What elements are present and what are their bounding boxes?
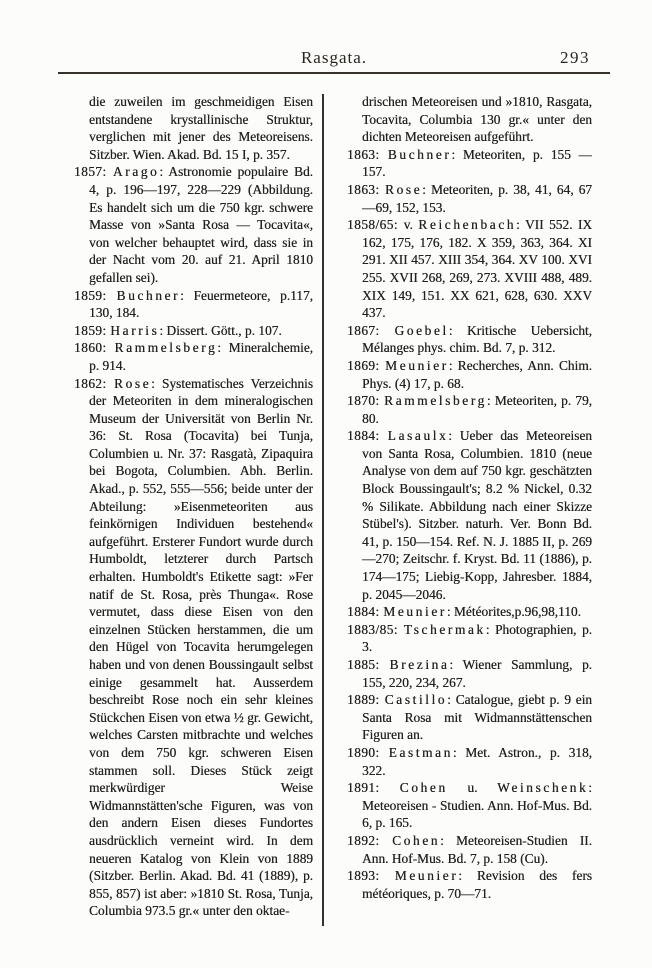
- bib-entry-continuation: [74, 93, 313, 163]
- entry-author: Reichenbach: [418, 217, 517, 233]
- entry-author: Rose: [384, 181, 423, 197]
- entry-text: : Revision des fers météoriques, p. 70—71.: [362, 868, 592, 901]
- entry-year: 1857:: [74, 164, 113, 180]
- entry-year: 1889:: [347, 692, 385, 708]
- entry-year: 1885:: [347, 657, 390, 672]
- entry-text: : Meteoriten, p. 155 —157.: [362, 146, 592, 180]
- entry-text: : Meteoriten, p. 79, 80.: [362, 393, 592, 426]
- entry-author: Rammelsberg: [114, 340, 218, 356]
- entry-author: Harris: [110, 322, 160, 338]
- entry-author: Cohen: [399, 780, 448, 796]
- bib-entry: [347, 603, 592, 621]
- entry-author: Goebel: [394, 322, 449, 338]
- entry-year: 1858/65:: [347, 217, 404, 233]
- left-text-column: [74, 93, 313, 938]
- entry-author: Tschermak: [403, 621, 486, 637]
- entry-year: 1863:: [347, 181, 385, 197]
- bib-entry: [347, 779, 592, 832]
- page-number: 293: [560, 48, 590, 67]
- entry-year: 1884:: [347, 428, 388, 444]
- entry-text: : Recherches, Ann. Chim. Phys. (4) 17, p. 68.: [362, 357, 592, 391]
- entry-year: 1860:: [74, 340, 115, 356]
- entry-author: Buchner: [116, 287, 181, 303]
- entry-text: v.: [403, 217, 419, 233]
- entry-year: 1883/85:: [347, 621, 404, 637]
- bib-entry: [347, 867, 592, 902]
- entry-text: : Mineralchemie, p. 914.: [89, 340, 313, 373]
- entry-year: 1893:: [347, 868, 395, 884]
- bib-entry: [347, 216, 592, 322]
- bib-entry: [347, 181, 592, 216]
- entry-text: drischen Meteoreisen und »1810, Rasgata, Tocavita, Columbia 130 gr.« unter den dichten Meteoreisen aufgeführt.: [362, 94, 592, 145]
- entry-year: 1892:: [347, 832, 393, 848]
- bib-entry: [347, 621, 592, 656]
- entry-author: Castillo: [384, 692, 448, 708]
- entry-year: 1869:: [347, 357, 386, 373]
- entry-author: Rammelsberg: [384, 393, 487, 409]
- bib-entry-continuation: [347, 93, 592, 146]
- running-head-title: Rasgata.: [300, 48, 368, 67]
- entry-text: : VII 552. IX 162, 175, 176, 182. X 359, 363, 364. XI 291. XII 457. XIII 354, 364. XV 100. XVI 255. XVII 268, 269, 273. XVIII 488, 489. XIX 149, 151. XX 621, 628, 630. XXV 437.: [362, 217, 592, 321]
- entry-text: : Systematisches Verzeichnis der Meteoriten in dem mineralogischen Museum der Universität von Berlin Nr. 36: St. Rosa (Tocavita) bei Tunja, Columbien u. Nr. 37: Rasgatà, Zipaquira bei Bogota, Columbien. Abh. Berlin. Akad., p. 552, 555—556; beide unter der Abteilung: »Eisenmeteoriten aus feinkörnigen Individuen bestehend« aufgeführt. Ersterer Fundort wurde durch Humboldt, letzterer durch Partsch erhalten. Humboldt's Etikette sagt: »Fer natif de St. Rosa, près Thunga«. Rose vermutet, dass diese Eisen von den einzelnen Stücken herstammen, die um den Hügel von Tocavita herumgelegen haben und von denen Boussingault selbst einige gesammelt hat. Ausserdem beschreibt Rose noch ein sehr kleines Stückchen Eisen von etwa ½ gr. Gewicht, welches Carsten mitbrachte und welches von dem 750 kgr. schweren Eisen stammen soll. Dieses Stück zeigt merkwürdiger Weise Widmannstätten'sche Figuren, was von den andern Eisen dieses Fundortes ausdrücklich verneint wird. In dem neueren Katalog von Klein von 1889 (Sitzber. Berlin. Akad. Bd. 41 (1889), p. 855, 857) ist aber: »1810 St. Rosa, Tunja, Columbia 973.5 gr.« unter den oktae-: [89, 375, 313, 919]
- entry-text: : Dissert. Gött., p. 107.: [159, 322, 282, 338]
- bib-entry: [347, 744, 592, 779]
- bib-entry: [347, 691, 592, 744]
- entry-text: : Meteoriten, p. 38, 41, 64, 67—69, 152, 153.: [362, 181, 592, 215]
- bib-entry: [347, 322, 592, 357]
- entry-year: 1862:: [74, 375, 114, 391]
- entry-text: : Wiener Sammlung, p. 155, 220, 234, 267.: [362, 657, 592, 690]
- entry-year: 1859:: [74, 287, 117, 303]
- bib-entry: [347, 656, 592, 691]
- entry-author: Lasaulx: [387, 428, 449, 444]
- bib-entry: [347, 427, 592, 603]
- entry-year: 1891:: [347, 780, 400, 796]
- entry-text: : Met. Astron., p. 318, 322.: [362, 744, 592, 778]
- entry-author: Buchner: [387, 146, 452, 162]
- entry-author: Meunier: [383, 604, 447, 620]
- entry-text: : Feuermeteore, p.117, 130, 184.: [89, 287, 313, 321]
- right-text-column: [347, 93, 592, 938]
- bib-entry: [74, 163, 313, 286]
- entry-author: Weinschenk: [497, 780, 589, 796]
- entry-text: : Meteoreisen-Studien II. Ann. Hof-Mus. Bd. 7, p. 158 (Cu).: [362, 832, 592, 866]
- bib-entry: [347, 392, 592, 427]
- entry-year: 1863:: [347, 146, 388, 162]
- entry-author: Brezina: [389, 657, 450, 672]
- entry-text: : Kritische Uebersicht, Mélanges phys. chim. Bd. 7, p. 312.: [362, 322, 592, 356]
- entry-author: Eastman: [388, 744, 453, 760]
- bib-entry: [347, 146, 592, 181]
- entry-year: 1890:: [347, 744, 389, 760]
- entry-text: : Meteoreisen - Studien. Ann. Hof-Mus. Bd. 6, p. 165.: [362, 780, 592, 831]
- entry-author: Meunier: [394, 868, 459, 884]
- entry-text: : Photographien, p. 3.: [362, 621, 592, 655]
- header-rule: [58, 72, 610, 74]
- entry-year: 1867:: [347, 322, 395, 338]
- bib-entry: [74, 375, 313, 920]
- bib-entry: [347, 832, 592, 867]
- entry-author: Rose: [113, 375, 152, 391]
- bib-entry: [74, 287, 313, 322]
- entry-author: Arago: [112, 164, 160, 180]
- bib-entry: [347, 357, 592, 392]
- entry-author: Cohen: [392, 832, 441, 848]
- bib-entry: [74, 322, 313, 340]
- entry-text: : Catalogue, giebt p. 9 ein Santa Rosa mit Widmannstättenschen Figuren an.: [362, 692, 592, 743]
- entry-text: u.: [447, 780, 498, 796]
- entry-text: : Ueber das Meteoreisen von Santa Rosa, Columbien. 1810 (neue Analyse von dem auf 750 kgr. geschätzten Block Boussingault's; 8.2 % Nickel, 0.32 % Silikate. Abbildung nach einer Skizze Stübel's). Sitzber. naturh. Ver. Bonn Bd. 41, p. 150—154. Ref. N. J. 1885 II, p. 269—270; Zeitschr. f. Kryst. Bd. 11 (1886), p. 174—175; Liebig-Kopp, Jahresber. 1884, p. 2045—2046.: [362, 428, 592, 602]
- column-divider-rule: [322, 94, 324, 926]
- entry-text: die zuweilen im geschmeidigen Eisen entstandene krystallinische Struktur, verglichen mit jener des Meteoreisens. Sitzber. Wien. Akad. Bd. 15 I, p. 357.: [89, 94, 313, 162]
- entry-year: 1859:: [74, 322, 111, 338]
- bib-entry: [74, 339, 313, 374]
- entry-text: : Météorites,p.96,98,110.: [446, 604, 581, 620]
- entry-year: 1870:: [347, 393, 385, 409]
- entry-author: Meunier: [385, 357, 449, 373]
- entry-text: : Astronomie populaire Bd. 4, p. 196—197, 228—229 (Abbildung. Es handelt sich um die 750 kgr. schwere Masse von »Santa Rosa — Tocavita«, von welcher behauptet wird, dass sie in der Nacht vom 20. auf 21. April 1810 gefallen sei).: [89, 164, 313, 285]
- entry-year: 1884:: [347, 604, 384, 620]
